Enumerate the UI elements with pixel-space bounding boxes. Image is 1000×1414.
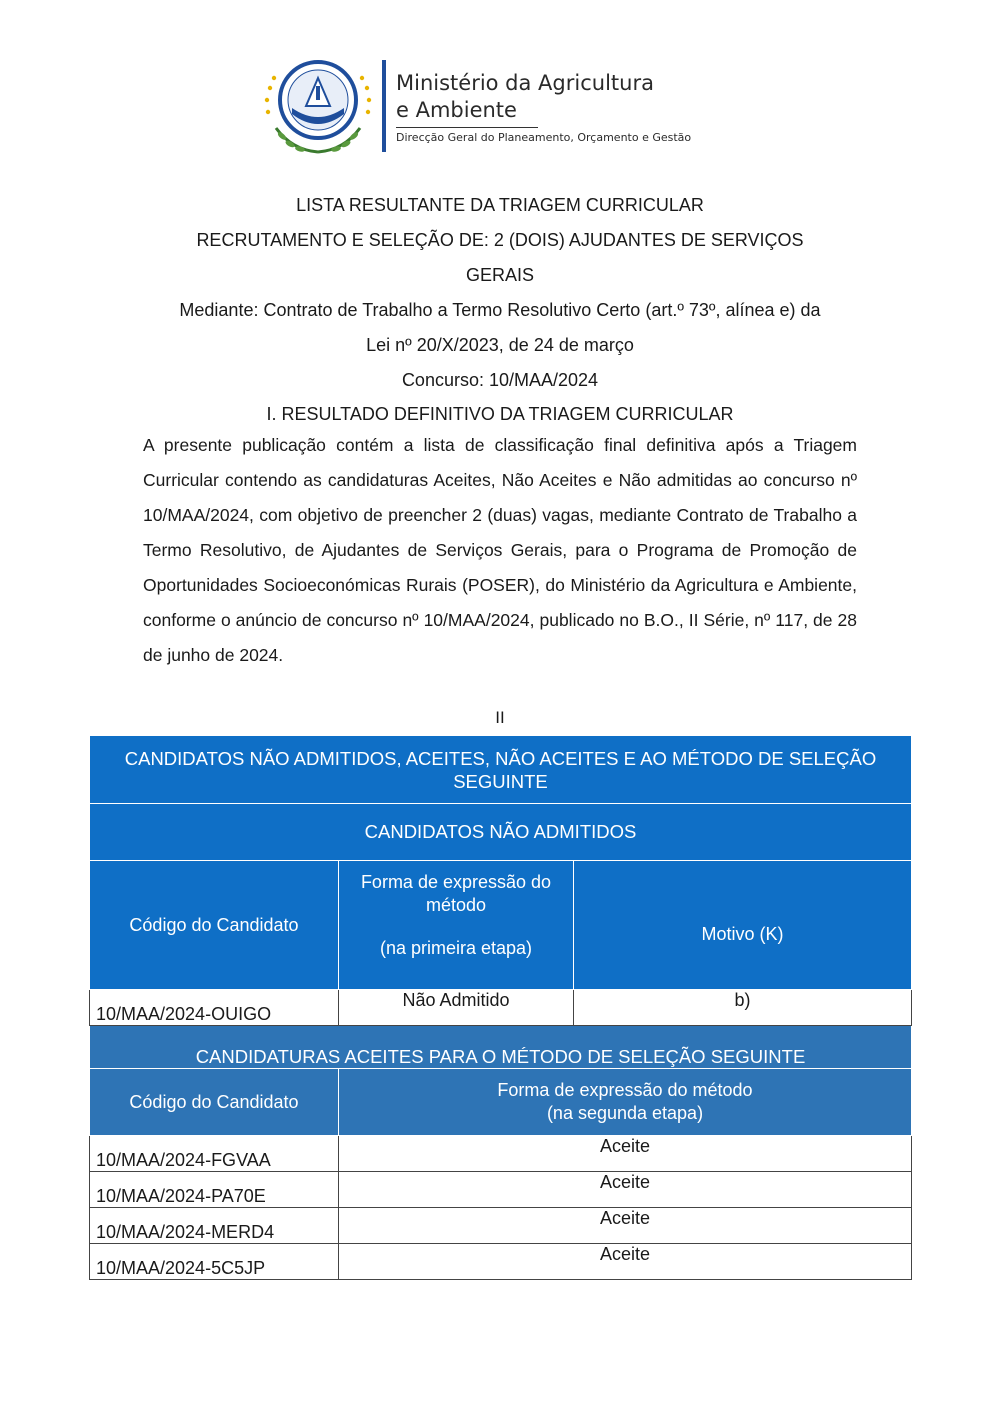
candidate-form: Aceite [339, 1208, 912, 1244]
ministry-name [396, 70, 654, 124]
table-main-header: CANDIDATOS NÃO ADMITIDOS, ACEITES, NÃO ACEITES E AO MÉTODO DE SELEÇÃO SEGUINTE [90, 736, 912, 804]
candidate-code: 10/MAA/2024-MERD4 [90, 1208, 339, 1244]
document-title [140, 188, 860, 431]
table-row [90, 1244, 912, 1280]
candidate-code: 10/MAA/2024-FGVAA [90, 1136, 339, 1172]
candidate-form: Não Admitido [339, 990, 574, 1026]
letterhead-divider [382, 60, 386, 152]
title-line-1: LISTA RESULTANTE DA TRIAGEM CURRICULAR [296, 195, 704, 215]
direccao-geral: Direcção Geral do Planeamento, Orçamento e Gestão [396, 131, 692, 144]
accepted-header: CANDIDATURAS ACEITES PARA O MÉTODO DE SELEÇÃO SEGUINTE [90, 1026, 912, 1069]
table-row [90, 1172, 912, 1208]
body-paragraph: A presente publicação contém a lista de classificação final definitiva após a Triagem Curricular contendo as candidaturas Aceites, Não Aceites e Não admitidas ao concurso nº 10/MAA/2024, com objetivo de preencher 2 (duas) vagas, mediante Contrato de Trabalho a Termo Resolutivo, de Ajudantes de Serviços Gerais, para o Programa de Promoção de Oportunidades Socioeconómicas Rurais (POSER), do Ministério da Agricultura e Ambiente, conforme o anúncio de concurso nº 10/MAA/2024, publicado no B.O., II Série, nº 117, de 28 de junho de 2024. [143, 435, 857, 665]
section-heading: I. RESULTADO DEFINITIVO DA TRIAGEM CURRICULAR [266, 404, 734, 424]
candidate-form: Aceite [339, 1172, 912, 1208]
candidate-form: Aceite [339, 1136, 912, 1172]
col-header-reason: Motivo (K) [574, 861, 912, 990]
col-header-form-line2: (na primeira etapa) [379, 938, 533, 958]
ministry-name-line2: e Ambiente [396, 98, 517, 122]
cabo-verde-emblem [262, 58, 374, 158]
letterhead [262, 58, 732, 158]
candidate-reason: b) [574, 990, 912, 1026]
table-row [90, 1208, 912, 1244]
candidate-code: 10/MAA/2024-OUIGO [90, 990, 339, 1026]
results-table [89, 735, 912, 1280]
table-row [90, 990, 912, 1026]
accepted-col-header-form-line1: Forma de expressão do método [497, 1080, 753, 1100]
col-header-form-line1: Forma de expressão do método [360, 872, 552, 915]
title-line-3: GERAIS [465, 265, 535, 285]
ministry-underline [396, 127, 538, 128]
col-header-code: Código do Candidato [90, 861, 339, 990]
ministry-name-line1: Ministério da Agricultura [396, 71, 654, 95]
accepted-col-header-form-line2: (na segunda etapa) [546, 1103, 704, 1123]
accepted-col-header-code: Código do Candidato [90, 1069, 339, 1136]
candidate-form: Aceite [339, 1244, 912, 1280]
title-line-4: Mediante: Contrato de Trabalho a Termo Resolutivo Certo (art.º 73º, alínea e) da [179, 300, 821, 320]
accepted-col-header-form [339, 1069, 912, 1136]
not-admitted-header: CANDIDATOS NÃO ADMITIDOS [90, 804, 912, 861]
title-line-2: RECRUTAMENTO E SELEÇÃO DE: 2 (DOIS) AJUDANTES DE SERVIÇOS [196, 230, 804, 250]
candidate-code: 10/MAA/2024-5C5JP [90, 1244, 339, 1280]
concurso-line: Concurso: 10/MAA/2024 [401, 370, 599, 390]
section-ii-label: II [495, 708, 505, 727]
candidate-code: 10/MAA/2024-PA70E [90, 1172, 339, 1208]
col-header-form [339, 861, 574, 990]
table-row [90, 1136, 912, 1172]
title-line-5: Lei nº 20/X/2023, de 24 de março [366, 335, 634, 355]
